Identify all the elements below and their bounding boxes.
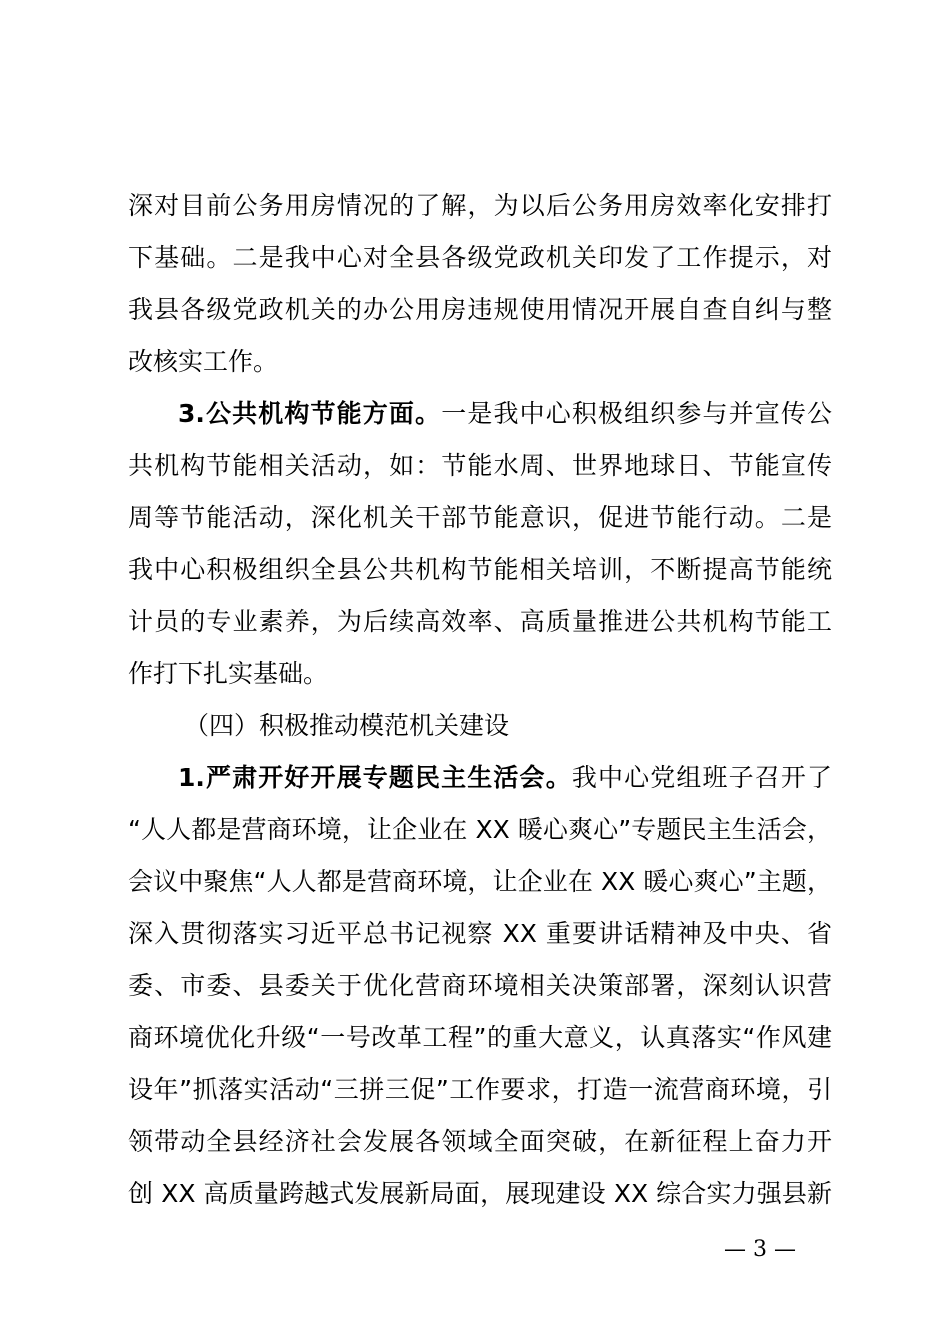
section-heading: （四）积极推动模范机关建设: [184, 711, 510, 740]
text-line: 深入贯彻落实习近平总书记视察 XX 重要讲话精神及中央、省: [128, 919, 832, 948]
text-line: 领带动全县经济社会发展各领域全面突破，在新征程上奋力开: [128, 1127, 832, 1156]
paragraph-lead-bold: 1.严肃开好开展专题民主生活会。: [178, 763, 572, 792]
text-line: 深对目前公务用房情况的了解，为以后公务用房效率化安排打: [128, 191, 832, 220]
text-line: 我中心积极组织全县公共机构节能相关培训，不断提高节能统: [128, 555, 832, 584]
text-line: 会议中聚焦“人人都是营商环境，让企业在 XX 暖心爽心”主题，: [128, 867, 832, 896]
paragraph: [128, 180, 832, 388]
paragraph: [128, 388, 832, 700]
text-line: 委、市委、县委关于优化营商环境相关决策部署，深刻认识营: [128, 971, 832, 1000]
paragraph-lead-bold: 3.公共机构节能方面。: [178, 399, 442, 428]
paragraph: [128, 752, 832, 1220]
text-line: 改核实工作。: [128, 347, 279, 376]
document-body: [128, 180, 832, 1220]
text-line: 下基础。二是我中心对全县各级党政机关印发了工作提示，对: [128, 243, 832, 272]
text-line: 商环境优化升级“一号改革工程”的重大意义，认真落实“作风建: [128, 1023, 832, 1052]
text-line: “人人都是营商环境，让企业在 XX 暖心爽心”专题民主生活会，: [128, 815, 832, 844]
text-line: [128, 388, 832, 440]
text-line: 计员的专业素养，为后续高效率、高质量推进公共机构节能工: [128, 607, 832, 636]
page-number: — 3 —: [724, 1237, 796, 1262]
text-line: 设年”抓落实活动“三拼三促”工作要求，打造一流营商环境，引: [128, 1075, 832, 1104]
text-line: [128, 752, 832, 804]
text-line: 共机构节能相关活动，如：节能水周、世界地球日、节能宣传: [128, 451, 832, 480]
text-line: 创 XX 高质量跨越式发展新局面，展现建设 XX 综合实力强县新: [128, 1179, 832, 1208]
text-line: 我县各级党政机关的办公用房违规使用情况开展自查自纠与整: [128, 295, 832, 324]
text-segment: 一是我中心积极组织参与并宣传公: [441, 399, 832, 428]
text-line: 周等节能活动，深化机关干部节能意识，促进节能行动。二是: [128, 503, 832, 532]
text-line: 作打下扎实基础。: [128, 659, 329, 688]
text-segment: 我中心党组班子召开了: [571, 763, 832, 792]
